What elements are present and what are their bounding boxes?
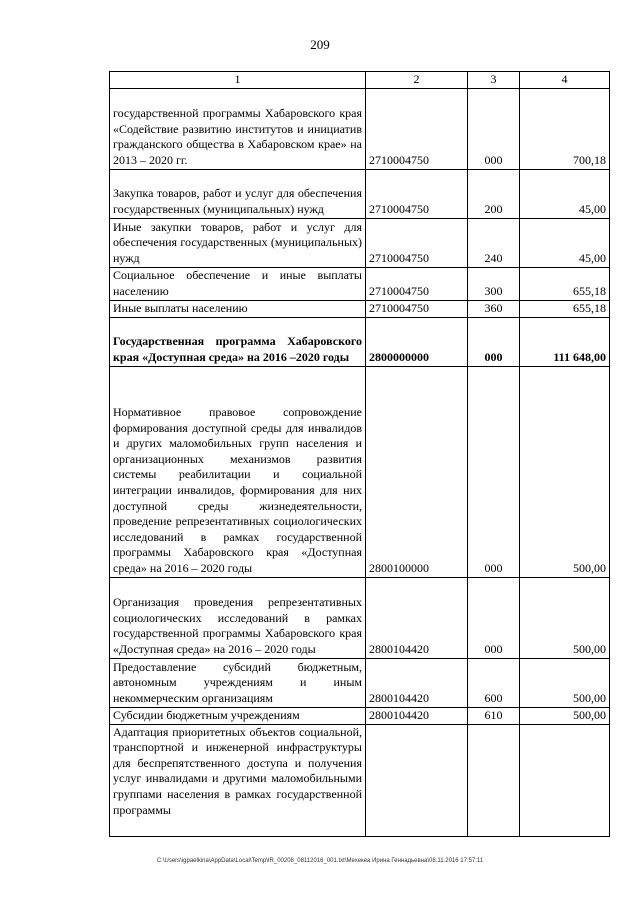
row-sum: 500,00	[520, 658, 610, 707]
row-code	[366, 724, 468, 836]
row-sum: 500,00	[520, 366, 610, 577]
row-name: государственной программы Хабаровского края «Содействие развитию институтов и инициатив гражданского общества в Хабаровском крае» на 2013 – 2020 гг.	[110, 88, 366, 169]
table-row	[110, 88, 610, 169]
row-sum: 700,18	[520, 88, 610, 169]
row-code: 2800104420	[366, 658, 468, 707]
row-sum: 45,00	[520, 169, 610, 218]
row-name: Нормативное правовое сопровождение формирования доступной среды для инвалидов и других маломобильных групп населения и организационных механизмов развития системы реабилитации и социальной интеграции инвалидов, формирования для них доступной среды жизнедеятельности, проведение репрезентативных социологических исследований в рамках государственной программы Хабаровского края «Доступная среда» на 2016 – 2020 годы	[110, 366, 366, 577]
table-row	[110, 300, 610, 317]
row-sum: 45,00	[520, 218, 610, 267]
row-name: Государственная программа Хабаровского края «Доступная среда» на 2016 –2020 годы	[110, 317, 366, 366]
row-type: 600	[468, 658, 520, 707]
row-type: 000	[468, 88, 520, 169]
row-code: 2710004750	[366, 300, 468, 317]
row-code: 2800104420	[366, 707, 468, 724]
budget-table	[109, 71, 610, 837]
column-header: 1	[110, 72, 366, 89]
row-type	[468, 724, 520, 836]
row-code: 2800100000	[366, 366, 468, 577]
row-sum: 500,00	[520, 707, 610, 724]
table-row	[110, 707, 610, 724]
row-type: 000	[468, 317, 520, 366]
row-code: 2710004750	[366, 218, 468, 267]
table-row	[110, 267, 610, 300]
column-header: 2	[366, 72, 468, 89]
row-code: 2800104420	[366, 577, 468, 658]
row-name: Иные выплаты населению	[110, 300, 366, 317]
row-name: Иные закупки товаров, работ и услуг для обеспечения государственных (муниципальных) нужд	[110, 218, 366, 267]
row-code: 2800000000	[366, 317, 468, 366]
row-type: 300	[468, 267, 520, 300]
row-code: 2710004750	[366, 88, 468, 169]
row-sum: 655,18	[520, 300, 610, 317]
column-header: 4	[520, 72, 610, 89]
row-type: 240	[468, 218, 520, 267]
row-code: 2710004750	[366, 169, 468, 218]
row-type: 360	[468, 300, 520, 317]
row-name: Предоставление субсидий бюджетным, автономным учреждениям и иным некоммерческим организациям	[110, 658, 366, 707]
row-sum	[520, 724, 610, 836]
table-row	[110, 577, 610, 658]
row-name: Социальное обеспечение и иные выплаты населению	[110, 267, 366, 300]
page-number: 209	[310, 37, 330, 52]
row-name: Адаптация приоритетных объектов социальной, транспортной и инженерной инфраструктуры для беспрепятственного доступа и получения услуг инвалидами и другими маломобильными группами населения в рамках государственной программы	[110, 724, 366, 836]
row-code: 2710004750	[366, 267, 468, 300]
table-row	[110, 218, 610, 267]
row-name: Закупка товаров, работ и услуг для обеспечения государственных (муниципальных) нужд	[110, 169, 366, 218]
row-sum: 500,00	[520, 577, 610, 658]
footer-file-path: C:\Users\igpaelkina\AppData\Local\Temp\IR_00208_08112016_001.txt\Мехекеа Ирина Геннадьевна\08.11.2016 17:57:11	[156, 858, 484, 864]
row-sum: 655,18	[520, 267, 610, 300]
row-type: 000	[468, 577, 520, 658]
table-header-row	[110, 72, 610, 89]
table-row-program	[110, 317, 610, 366]
row-type: 610	[468, 707, 520, 724]
row-sum: 111 648,00	[520, 317, 610, 366]
row-name: Субсидии бюджетным учреждениям	[110, 707, 366, 724]
row-type: 200	[468, 169, 520, 218]
table-row	[110, 169, 610, 218]
row-type: 000	[468, 366, 520, 577]
table-row	[110, 724, 610, 836]
table-row	[110, 366, 610, 577]
column-header: 3	[468, 72, 520, 89]
row-name: Организация проведения репрезентативных социологических исследований в рамках государственной программы Хабаровского края «Доступная среда» на 2016 – 2020 годы	[110, 577, 366, 658]
table-row	[110, 658, 610, 707]
